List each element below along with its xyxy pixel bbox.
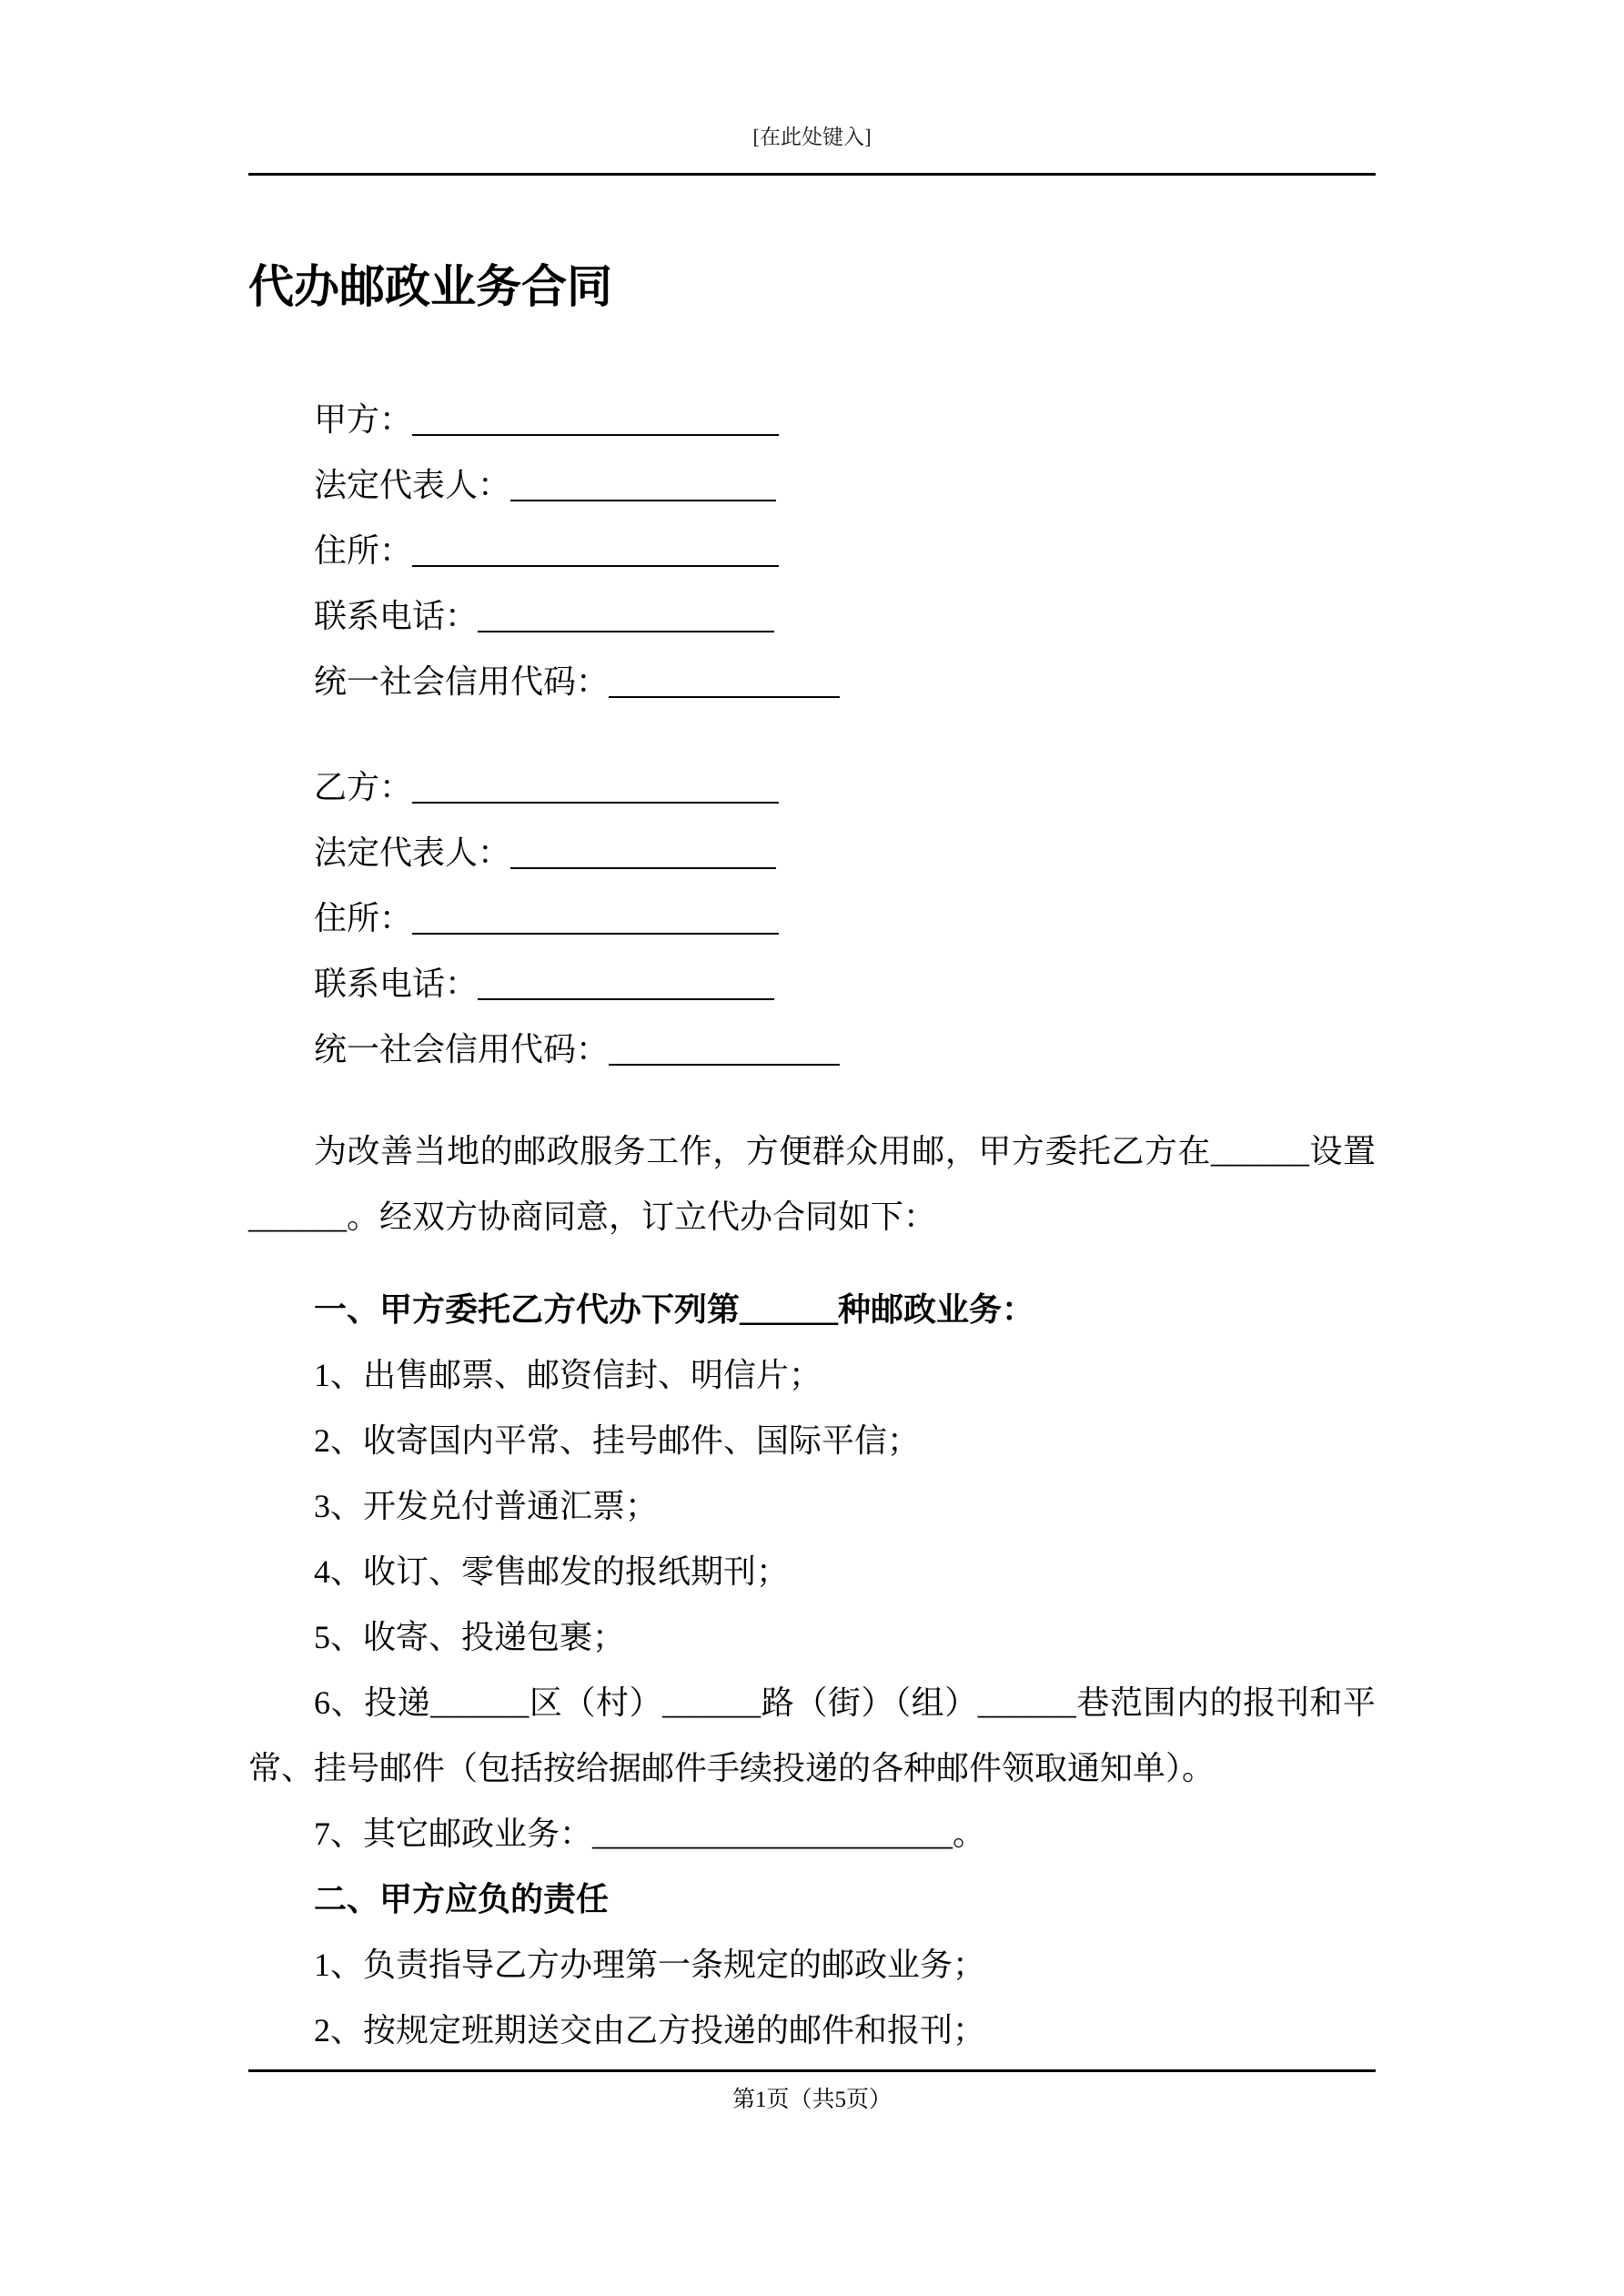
section-1-heading: 一、甲方委托乙方代办下列第______种邮政业务：	[314, 1291, 1035, 1328]
field-row-party-b-address	[248, 885, 1376, 951]
section-2-heading: 二、甲方应负的责任	[314, 1881, 610, 1917]
contract-item-2-2: 2、按规定班期送交由乙方投递的邮件和报刊；	[314, 2012, 986, 2048]
field-label: 统一社会信用代码：	[314, 1031, 610, 1067]
page-number: 第1页（共5页）	[731, 2088, 892, 2112]
blank-line[interactable]	[412, 773, 779, 804]
field-label: 统一社会信用代码：	[314, 663, 610, 700]
intro-paragraph: 为改善当地的邮政服务工作，方便群众用邮，甲方委托乙方在______设置______。经双方协商同意，订立代办合同如下：	[248, 1133, 1376, 1235]
contract-item-1-6: 6、投递______区（村）______路（街）（组）______巷范围内的报刊和平常、挂号邮件（包括按给据邮件手续投递的各种邮件领取通知单）。	[248, 1684, 1376, 1786]
contract-item-1-3: 3、开发兑付普通汇票；	[314, 1488, 659, 1524]
field-row-party-b-representative	[248, 820, 1376, 885]
field-label: 甲方：	[314, 401, 413, 438]
blank-line[interactable]	[510, 838, 776, 869]
contract-item-1-5: 5、收寄、投递包裹；	[314, 1619, 626, 1655]
header-rule	[248, 173, 1376, 176]
field-row-party-a-representative	[248, 452, 1376, 518]
blank-line[interactable]	[609, 667, 840, 698]
document-header	[248, 124, 1376, 176]
field-label: 法定代表人：	[314, 834, 511, 871]
contract-item-2-1: 1、负责指导乙方办理第一条规定的邮政业务；	[314, 1947, 986, 1983]
party-b-section	[248, 754, 1376, 1082]
field-row-party-a-credit-code	[248, 649, 1376, 714]
blank-line[interactable]	[412, 536, 779, 567]
field-label: 联系电话：	[314, 966, 479, 1002]
field-row-party-b-name	[248, 754, 1376, 820]
field-row-party-b-phone	[248, 951, 1376, 1017]
field-row-party-a-name	[248, 387, 1376, 452]
field-label: 法定代表人：	[314, 467, 511, 503]
contract-item-1-2: 2、收寄国内平常、挂号邮件、国际平信；	[314, 1422, 921, 1459]
field-label: 乙方：	[314, 769, 413, 805]
header-placeholder-text[interactable]: [在此处键入]	[752, 126, 872, 148]
field-label: 住所：	[314, 900, 413, 936]
party-a-section	[248, 387, 1376, 714]
blank-line[interactable]	[478, 969, 774, 1000]
field-label: 住所：	[314, 532, 413, 569]
blank-line[interactable]	[609, 1035, 840, 1066]
field-label: 联系电话：	[314, 598, 479, 634]
field-row-party-a-address	[248, 518, 1376, 583]
document-body	[248, 255, 1376, 2063]
blank-line[interactable]	[510, 470, 776, 501]
blank-line[interactable]	[412, 904, 779, 935]
document-footer	[248, 2069, 1376, 2114]
blank-line[interactable]	[412, 405, 779, 436]
blank-line[interactable]	[478, 602, 774, 632]
document-title: 代办邮政业务合同	[248, 261, 612, 312]
contract-item-1-7: 7、其它邮政业务：______________________。	[314, 1816, 986, 1852]
contract-item-1-1: 1、出售邮票、邮资信封、明信片；	[314, 1357, 822, 1393]
field-row-party-b-credit-code	[248, 1017, 1376, 1082]
field-row-party-a-phone	[248, 583, 1376, 649]
contract-item-1-4: 4、收订、零售邮发的报纸期刊；	[314, 1553, 790, 1590]
